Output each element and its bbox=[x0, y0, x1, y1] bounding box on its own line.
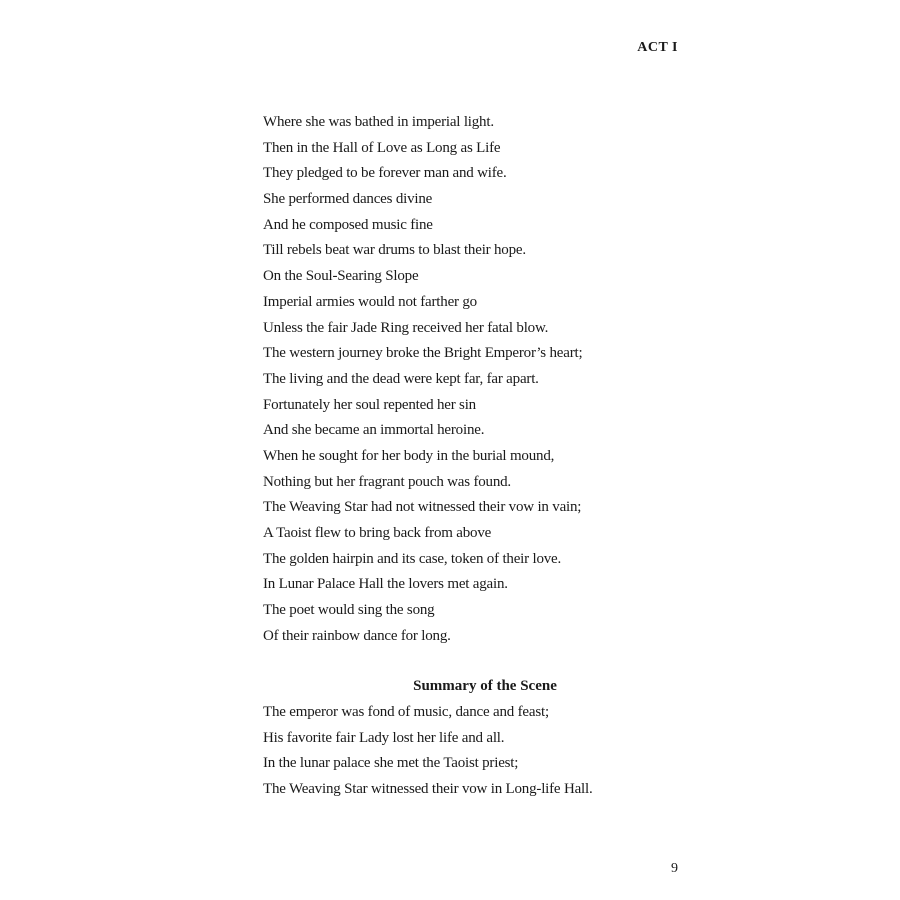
poem-line: A Taoist flew to bring back from above bbox=[263, 525, 492, 541]
running-head: ACT I bbox=[637, 40, 678, 55]
poem-line: Till rebels beat war drums to blast their hope. bbox=[263, 242, 526, 259]
poem-line: The Weaving Star had not witnessed their vow in vain; bbox=[263, 499, 582, 516]
poem-line: And she became an immortal heroine. bbox=[263, 422, 485, 439]
poem-body bbox=[263, 110, 683, 649]
poem-line: Imperial armies would not farther go bbox=[263, 293, 477, 310]
summary-line: The emperor was fond of music, dance and feast; bbox=[263, 704, 549, 720]
scene-summary bbox=[263, 676, 683, 803]
poem-line: They pledged to be forever man and wife. bbox=[263, 165, 507, 182]
summary-line: In the lunar palace she met the Taoist priest; bbox=[263, 755, 519, 772]
page-number: 9 bbox=[671, 861, 678, 876]
poem-line: The western journey broke the Bright Emperor’s heart; bbox=[263, 345, 583, 362]
summary-line: His favorite fair Lady lost her life and all. bbox=[263, 729, 505, 746]
poem-line: When he sought for her body in the burial mound, bbox=[263, 447, 555, 464]
poem-line: The golden hairpin and its case, token of their love. bbox=[263, 550, 562, 567]
poem-line: Unless the fair Jade Ring received her fatal blow. bbox=[263, 319, 549, 336]
summary-heading: Summary of the Scene bbox=[413, 678, 557, 694]
poem-line: Nothing but her fragrant pouch was found. bbox=[263, 473, 511, 490]
poem-line: Fortunately her soul repented her sin bbox=[263, 396, 476, 413]
poem-line: Of their rainbow dance for long. bbox=[263, 627, 451, 644]
poem-line: She performed dances divine bbox=[263, 191, 433, 208]
poem-line: The living and the dead were kept far, far apart. bbox=[263, 370, 539, 387]
poem-line: On the Soul-Searing Slope bbox=[263, 268, 419, 285]
summary-line: The Weaving Star witnessed their vow in Long-life Hall. bbox=[263, 781, 593, 798]
poem-line: In Lunar Palace Hall the lovers met again. bbox=[263, 576, 508, 593]
poem-line: Where she was bathed in imperial light. bbox=[263, 114, 494, 130]
poem-line: And he composed music fine bbox=[263, 216, 433, 233]
poem-line: The poet would sing the song bbox=[263, 602, 435, 619]
poem-line: Then in the Hall of Love as Long as Life bbox=[263, 139, 501, 156]
